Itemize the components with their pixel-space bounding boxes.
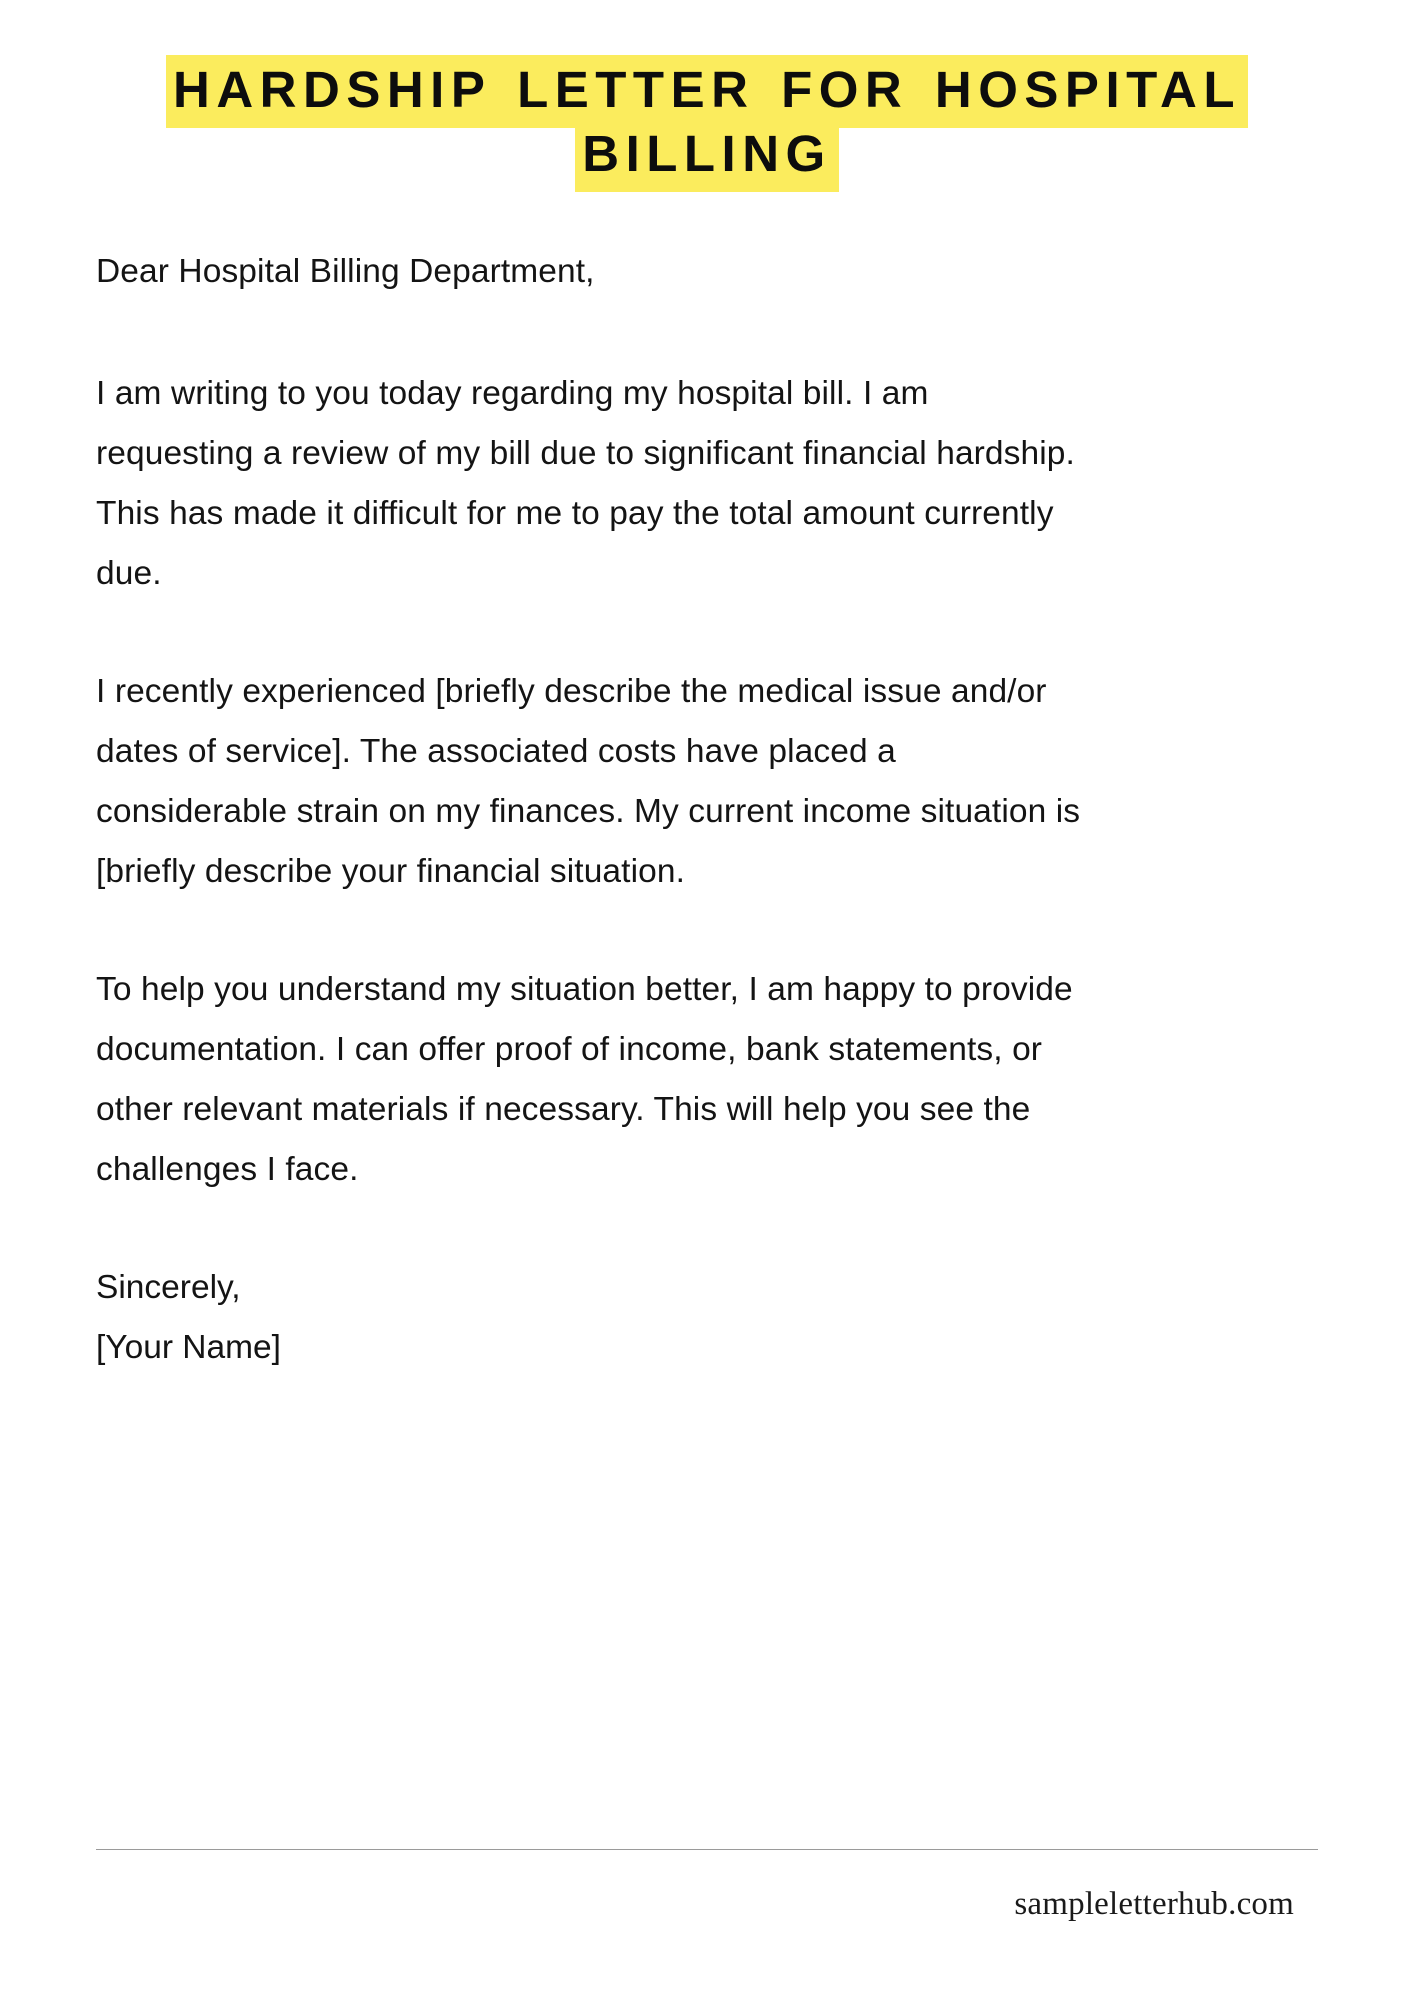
paragraph-1: I am writing to you today regarding my hospital bill. I am requesting a review of my bill due to significant financial hardship. This has made it difficult for me to pay the total amount currently due.: [96, 375, 1075, 592]
paragraph-3: To help you understand my situation better, I am happy to provide documentation. I can offer proof of income, bank statements, or other relevant materials if necessary. This will help you see the challenges I face.: [96, 971, 1073, 1188]
closing-salutation: Sincerely,: [96, 1269, 241, 1306]
closing-block: [96, 1258, 1318, 1378]
page-footer: [96, 1849, 1318, 1924]
title-block: [0, 0, 1414, 186]
signature-name: [Your Name]: [96, 1329, 281, 1366]
page-title-highlight: HARDSHIP LETTER FOR HOSPITAL BILLING: [166, 55, 1248, 192]
footer-site-name: sampleletterhub.com: [1014, 1886, 1294, 1922]
salutation: Dear Hospital Billing Department,: [96, 253, 595, 290]
footer-divider: [96, 1849, 1318, 1850]
paragraph-2: I recently experienced [briefly describe the medical issue and/or dates of service]. The associated costs have placed a considerable strain on my finances. My current income situation is [briefly describe your financial situation.: [96, 673, 1081, 890]
page-title: [96, 58, 1318, 186]
letter-body: [0, 242, 1414, 1378]
